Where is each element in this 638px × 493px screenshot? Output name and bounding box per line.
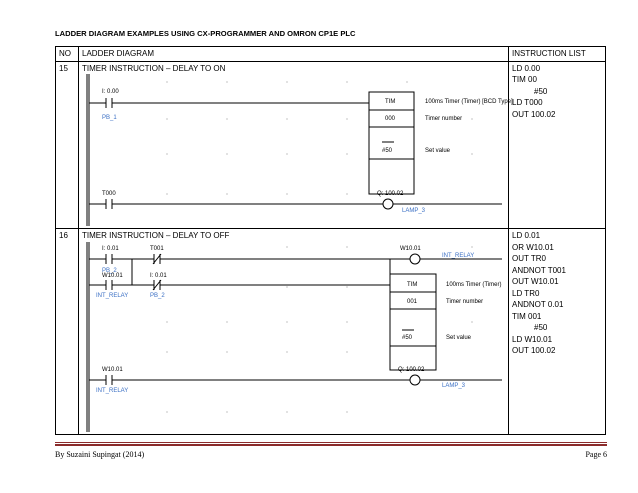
- ladder-diagram-cell: [79, 229, 509, 435]
- ladder-diagram-15: [82, 74, 513, 227]
- ladder-examples-table: [55, 46, 606, 435]
- output-name: LAMP_3: [402, 208, 426, 214]
- timer-description: 100ms Timer (Timer) [BCD Type]: [425, 99, 513, 105]
- footer-rule: [55, 442, 607, 443]
- contact-address: T000: [102, 191, 116, 197]
- output-name: LAMP_3: [442, 382, 466, 389]
- timer-set-description: Set value: [446, 334, 472, 341]
- output-coil-icon: [410, 375, 420, 385]
- output-address: Q: 100.02: [398, 366, 425, 373]
- contact-address: W10.01: [102, 366, 123, 373]
- ladder-diagram-16: [82, 242, 505, 433]
- coil-name: INT_RELAY: [442, 252, 475, 259]
- contact-address: T001: [150, 245, 164, 252]
- instruction-list-cell: [509, 229, 606, 435]
- header-no: NO: [56, 47, 79, 62]
- timer-block: [369, 92, 414, 194]
- coil-address: W10.01: [400, 245, 421, 252]
- diagram-heading: TIMER INSTRUCTION – DELAY TO OFF: [82, 231, 230, 240]
- contact-no-icon: [106, 199, 112, 209]
- contact-name: PB_2: [102, 267, 117, 274]
- row-number: 16: [56, 229, 79, 435]
- diagram-heading: TIMER INSTRUCTION – DELAY TO ON: [82, 63, 226, 73]
- contact-no-icon: [106, 254, 112, 264]
- instruction-line: LD 0.01: [512, 231, 541, 240]
- footer-author: By Suzaini Supingat (2014): [55, 450, 145, 459]
- timer-number: 001: [407, 298, 418, 305]
- row-number: 15: [56, 61, 79, 229]
- contact-name: INT_RELAY: [96, 387, 129, 394]
- contact-no-icon: [106, 98, 112, 108]
- timer-number-description: Timer number: [425, 116, 463, 122]
- output-coil-icon: [383, 199, 393, 209]
- table-row: [56, 61, 606, 229]
- contact-nc-icon: [153, 254, 161, 264]
- ladder-svg-15: [82, 74, 513, 227]
- contact-address: I: 0.01: [102, 245, 119, 252]
- timer-set-description: Set value: [425, 148, 451, 154]
- instruction-line: OUT W10.01: [512, 277, 559, 286]
- ladder-diagram-cell: [79, 61, 513, 229]
- contact-name: INT_RELAY: [96, 292, 129, 299]
- instruction-line: OUT 100.02: [512, 109, 556, 119]
- timer-set-value: #50: [382, 148, 393, 154]
- footer-rule: [55, 444, 607, 446]
- instruction-line: ANDNOT T001: [512, 265, 566, 275]
- contact-address: I: 0.00: [102, 89, 119, 95]
- instruction-line: OUT TR0: [512, 254, 546, 263]
- instruction-line: OUT 100.02: [512, 346, 556, 355]
- instruction-line: TIM 00: [512, 75, 537, 84]
- contact-no-icon: [106, 375, 112, 385]
- instruction-line: LD TR0: [512, 288, 540, 298]
- header-diagram: LADDER DIAGRAM: [79, 47, 509, 62]
- header-instructions: INSTRUCTION LIST: [509, 47, 606, 62]
- document-title: LADDER DIAGRAM EXAMPLES USING CX-PROGRAMMER AND OMRON CP1E PLC: [55, 29, 356, 38]
- timer-block: [390, 274, 436, 370]
- instruction-line: #50: [534, 323, 548, 332]
- contact-address: W10.01: [102, 272, 123, 279]
- output-coil-icon: [410, 254, 420, 264]
- contact-name: PB_2: [150, 292, 165, 299]
- instruction-line: LD W10.01: [512, 334, 553, 344]
- table-row: [56, 229, 606, 435]
- instruction-line: LD T000: [512, 98, 543, 107]
- instruction-line: OR W10.01: [512, 242, 554, 252]
- output-address: Q: 100.02: [377, 191, 404, 197]
- instruction-line: #50: [534, 86, 548, 96]
- timer-number: 000: [385, 116, 396, 122]
- timer-number-description: Timer number: [446, 298, 484, 305]
- timer-label: TIM: [407, 281, 418, 288]
- contact-name: PB_1: [102, 115, 117, 121]
- timer-label: TIM: [385, 99, 396, 105]
- instruction-line: TIM 001: [512, 311, 542, 321]
- instruction-list-cell: [509, 61, 606, 229]
- page-number: Page 6: [585, 450, 607, 459]
- contact-no-icon: [106, 280, 112, 290]
- timer-description: 100ms Timer (Timer): [446, 281, 502, 288]
- instruction-line: LD 0.00: [512, 63, 541, 73]
- ladder-svg-16: [82, 242, 502, 433]
- table-header-row: [56, 47, 606, 62]
- instruction-line: ANDNOT 0.01: [512, 300, 564, 309]
- contact-address: I: 0.01: [150, 272, 167, 279]
- timer-set-value: #50: [402, 334, 413, 341]
- contact-nc-icon: [153, 280, 161, 290]
